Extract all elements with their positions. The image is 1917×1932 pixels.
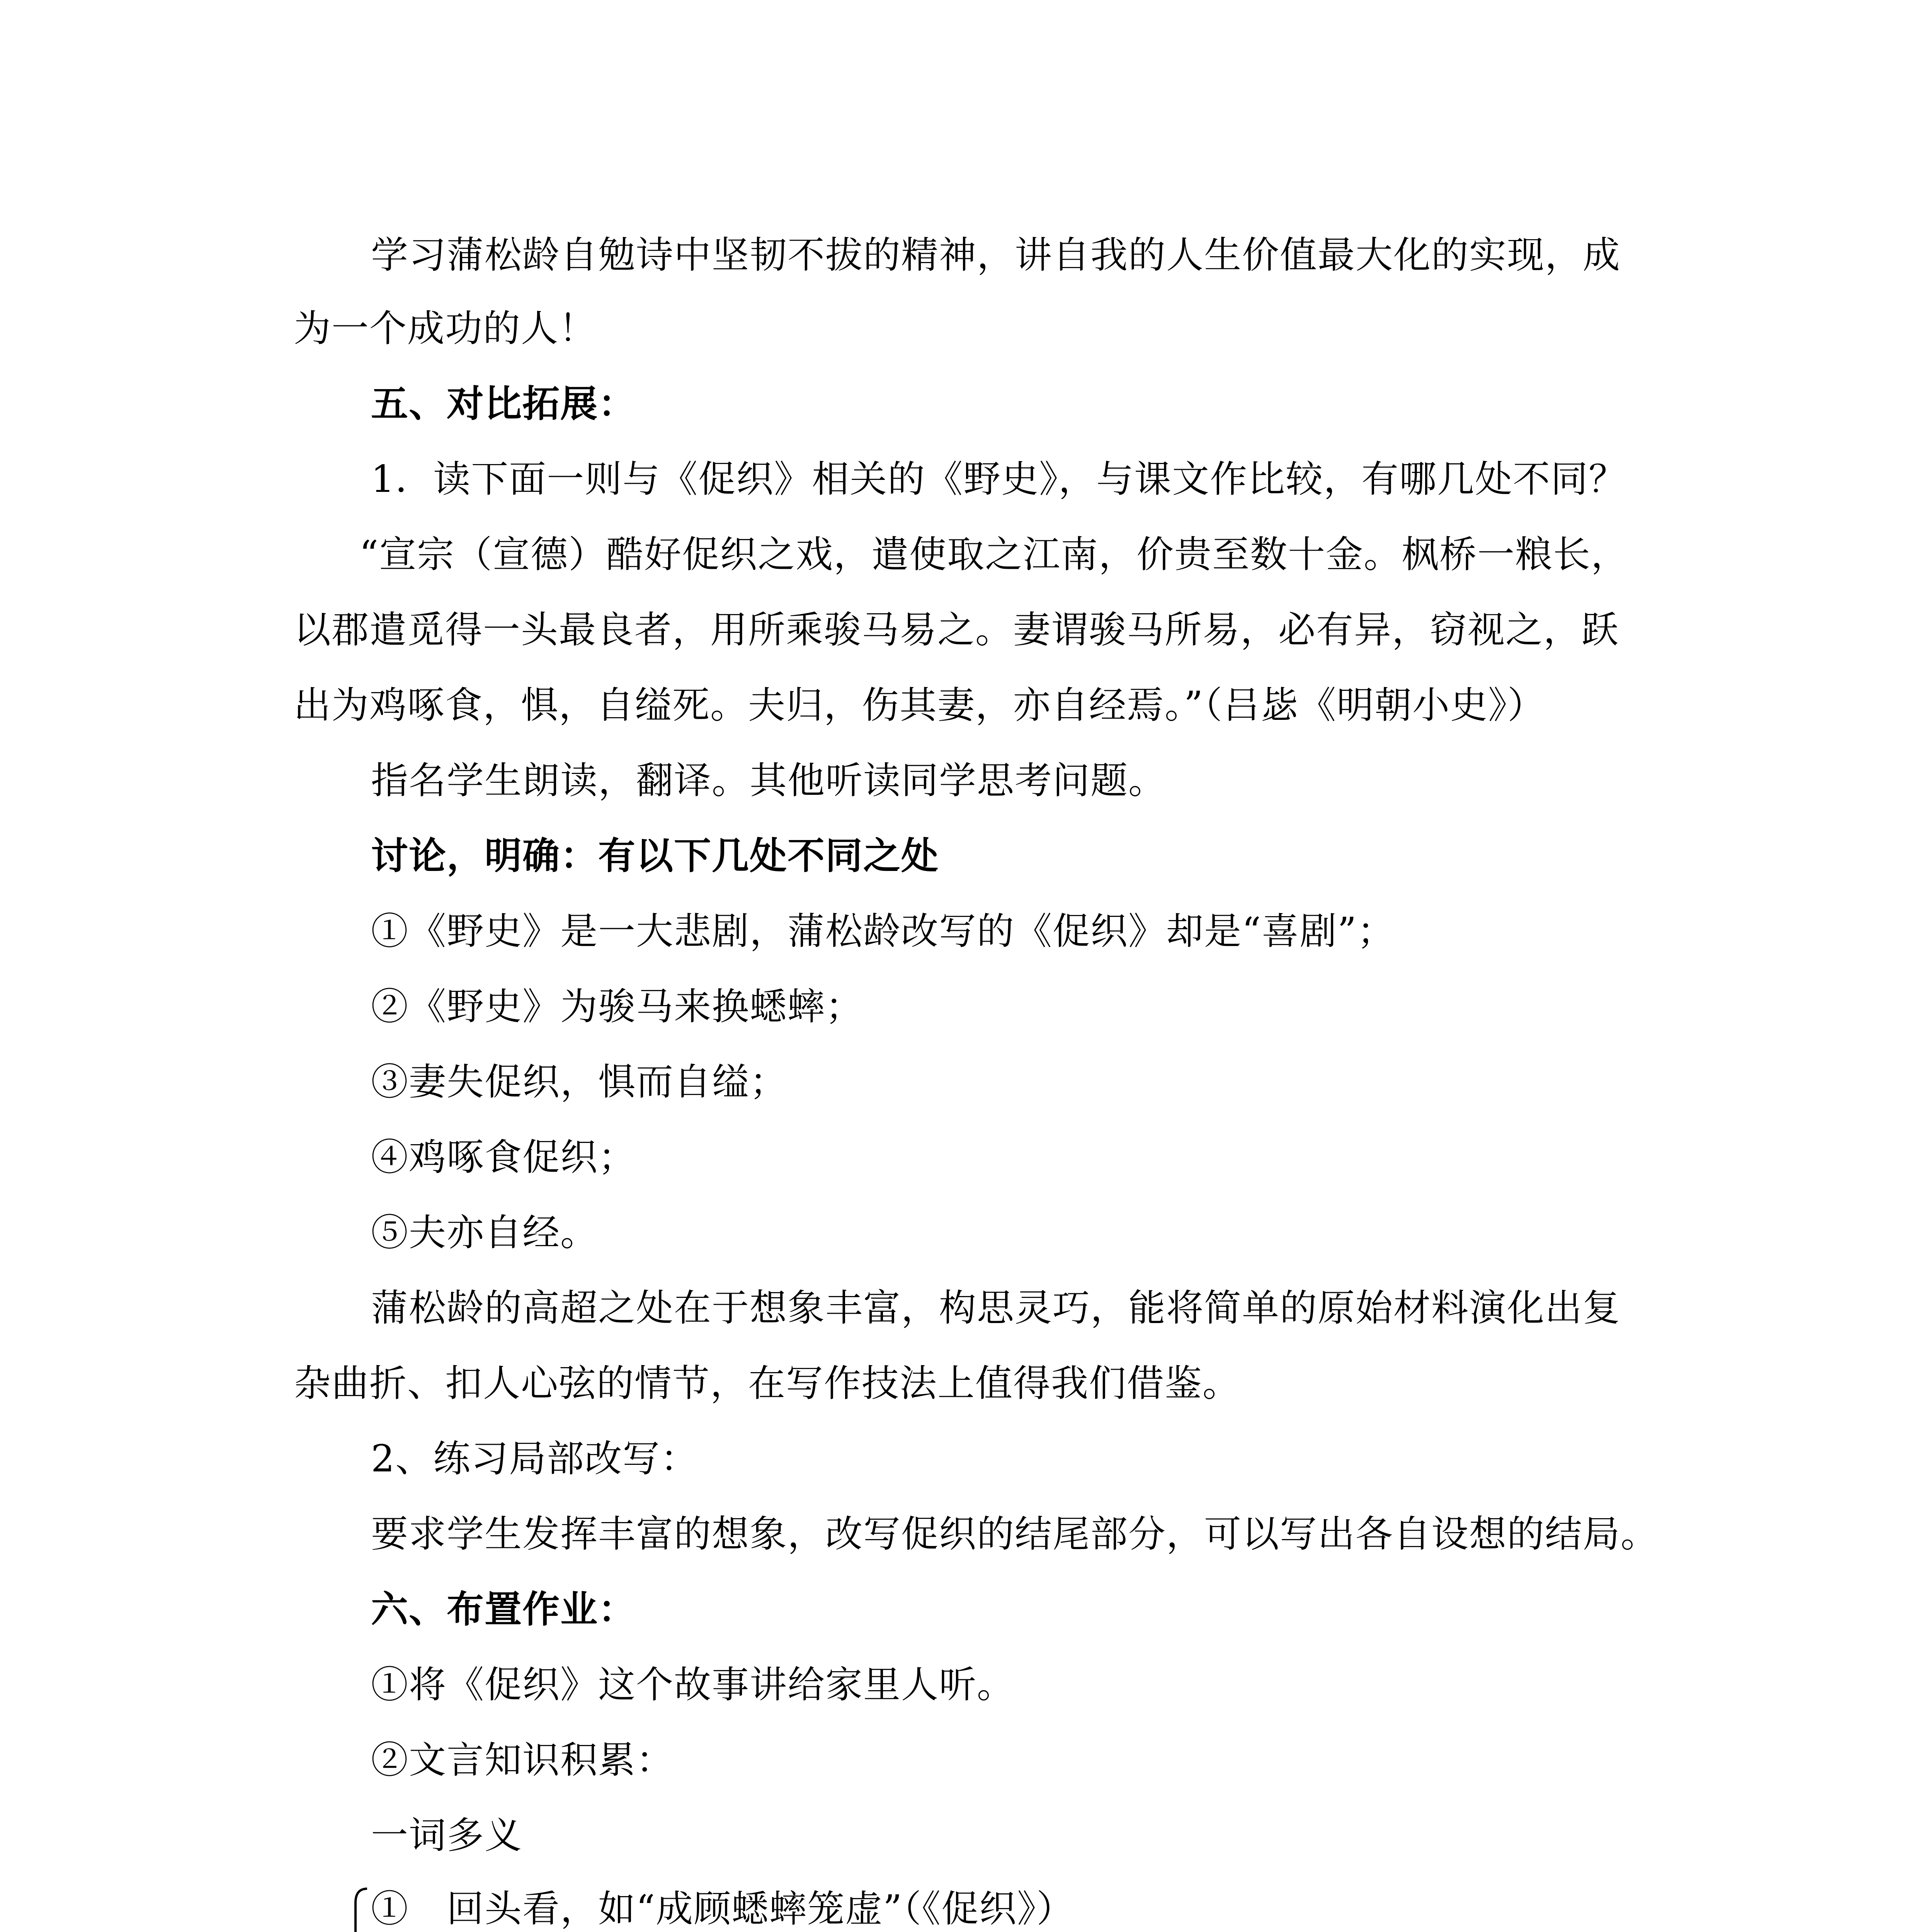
discussion-heading: 讨论，明确：有以下几处不同之处 — [371, 834, 939, 878]
list-item: ④鸡啄食促织； — [371, 1136, 636, 1179]
list-item: ②《野史》为骏马来换蟋蟀； — [371, 985, 863, 1028]
list-item: ③妻失促织，惧而自缢； — [371, 1060, 788, 1104]
quote-line: “宣宗（宣德）酷好促织之戏，遣使取之江南，价贵至数十金。枫桥一粮长， — [359, 533, 1629, 576]
left-brace-icon — [346, 1886, 373, 1932]
gu-definition-1: ① 回头看，如“成顾蟋蟀笼虚”（《促织》） — [371, 1887, 1075, 1930]
subheading: 一词多义 — [371, 1814, 522, 1857]
homework-item: ②文言知识积累： — [371, 1738, 674, 1782]
paragraph-line: 2、练习局部改写： — [371, 1437, 699, 1480]
section-heading: 六、布置作业： — [371, 1587, 636, 1631]
question-line: 1．读下面一则与《促织》相关的《野史》，与课文作比较，有哪几处不同？ — [371, 457, 1627, 501]
homework-item: ①将《促织》这个故事讲给家里人听。 — [371, 1663, 1015, 1706]
paragraph-line: 为一个成功的人！ — [294, 307, 597, 350]
paragraph-line: 杂曲折、扣人心弦的情节，在写作技法上值得我们借鉴。 — [294, 1362, 1240, 1405]
paragraph-line: 指名学生朗读，翻译。其他听读同学思考问题。 — [371, 759, 1166, 802]
quote-line: 出为鸡啄食，惧，自缢死。夫归，伤其妻，亦自经焉。”（吕毖《明朝小史》） — [294, 684, 1546, 727]
list-item: ①《野史》是一大悲剧，蒲松龄改写的《促织》却是“喜剧”； — [371, 910, 1395, 953]
paragraph-line: 学习蒲松龄自勉诗中坚韧不拔的精神，讲自我的人生价值最大化的实现，成 — [371, 233, 1621, 277]
paragraph-line: 蒲松龄的高超之处在于想象丰富，构思灵巧，能将简单的原始材料演化出复 — [371, 1286, 1621, 1330]
list-item: ⑤夫亦自经。 — [371, 1211, 598, 1254]
section-heading: 五、对比拓展： — [371, 382, 636, 425]
quote-line: 以郡遣觅得一头最良者，用所乘骏马易之。妻谓骏马所易，必有异，窃视之，跃 — [294, 608, 1619, 651]
paragraph-line: 要求学生发挥丰富的想象，改写促织的结尾部分，可以写出各自设想的结局。 — [371, 1512, 1658, 1556]
